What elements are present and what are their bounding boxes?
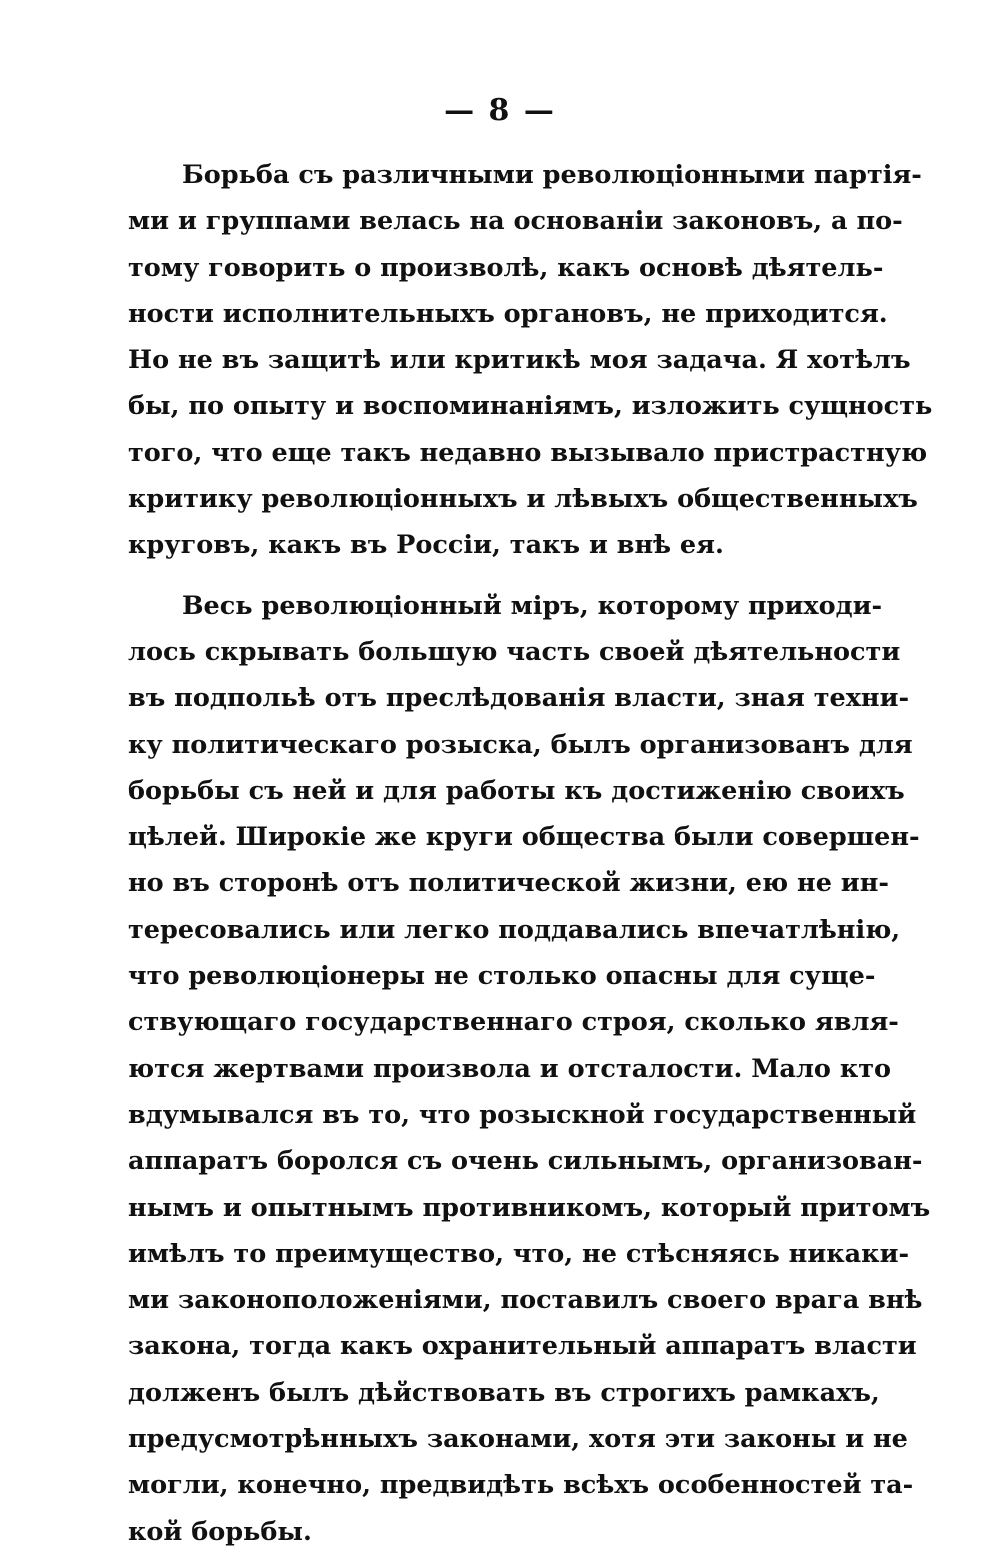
text-line: ности исполнительныхъ органовъ, не приходится. <box>128 298 888 329</box>
text-line: борьбы съ ней и для работы къ достиженiю своихъ <box>128 775 905 806</box>
text-line: нымъ и опытнымъ противникомъ, который притомъ <box>128 1192 931 1223</box>
text-line: кой борьбы. <box>128 1516 312 1547</box>
text-line: Весь революцiонный мiръ, которому приходи- <box>182 590 883 621</box>
text-line: аппаратъ боролся съ очень сильнымъ, организован- <box>128 1146 923 1177</box>
text-line: могли, конечно, предвидѣть всѣхъ особенностей та- <box>128 1470 914 1501</box>
body-text <box>128 152 933 1555</box>
text-line: того, что еще такъ недавно вызывало пристрастную <box>128 437 928 468</box>
text-line: въ подпольѣ отъ преслѣдованiя власти, зная техни- <box>128 683 910 714</box>
text-line: долженъ былъ дѣйствовать въ строгихъ рамкахъ, <box>128 1377 880 1408</box>
text-line: закона, тогда какъ охранительный аппаратъ власти <box>128 1331 917 1362</box>
text-line: ми законоположенiями, поставилъ своего врага внѣ <box>128 1285 923 1316</box>
text-line: ются жертвами произвола и отсталости. Мало кто <box>128 1053 892 1084</box>
text-line: Борьба съ различными революцiонными партiя- <box>182 160 922 190</box>
text-line: лось скрывать большую часть своей дѣятельности <box>128 636 901 667</box>
text-line: имѣлъ то преимущество, что, не стѣсняясь никаки- <box>128 1238 910 1269</box>
text-line: ствующаго государственнаго строя, сколько явля- <box>128 1007 899 1038</box>
page-number: — 8 — <box>444 93 556 128</box>
text-line: тересовались или легко поддавались впечатлѣнiю, <box>128 914 901 945</box>
text-line: критику революцiонныхъ и лѣвыхъ общественныхъ <box>128 484 918 515</box>
text-line: тому говорить о произволѣ, какъ основѣ дѣятель- <box>128 252 884 283</box>
paragraph <box>128 152 933 569</box>
text-line: предусмотрѣнныхъ законами, хотя эти законы и не <box>128 1424 908 1455</box>
text-line: цѣлей. Широкiе же круги общества были совершен- <box>128 822 920 853</box>
text-line: вдумывался въ то, что розыскной государственный <box>128 1099 917 1130</box>
text-line: круговъ, какъ въ Россiи, такъ и внѣ ея. <box>128 530 724 561</box>
text-line: ми и группами велась на основанiи законовъ, а по- <box>128 206 903 237</box>
paragraph-gap <box>128 569 810 583</box>
text-line: Но не въ защитѣ или критикѣ моя задача. Я хотѣлъ <box>128 345 911 376</box>
text-line: что революцiонеры не столько опасны для суще- <box>128 961 876 992</box>
text-line: но въ сторонѣ отъ политической жизни, ею не ин- <box>128 868 889 899</box>
text-line: ку политическаго розыска, былъ организованъ для <box>128 729 913 760</box>
paragraph <box>128 583 931 1555</box>
text-line: бы, по опыту и воспоминанiямъ, изложить сущность <box>128 391 933 422</box>
